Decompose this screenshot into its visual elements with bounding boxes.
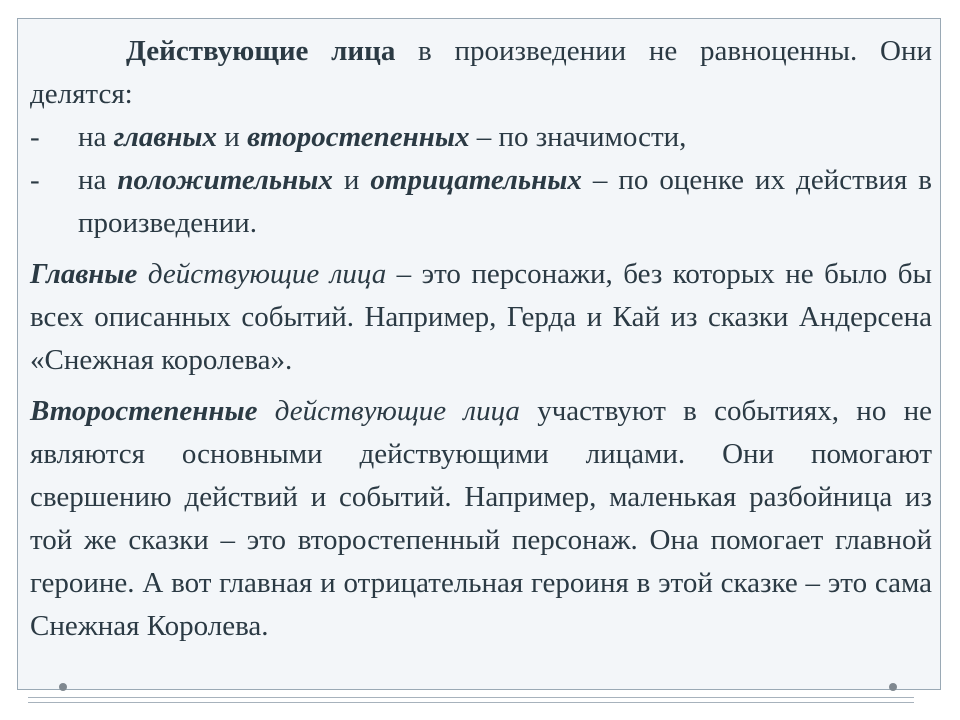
list-text-part: и xyxy=(217,121,248,153)
list-text-part: – по оценке их действия в произведении. xyxy=(78,164,932,239)
main-characters-paragraph xyxy=(30,253,932,382)
term-main: Главные xyxy=(30,258,138,290)
list-emphasis: главных xyxy=(113,121,218,153)
term-phrase: действующие лица xyxy=(137,258,387,290)
corner-dot-left xyxy=(59,683,67,691)
list-emphasis: положительных xyxy=(117,164,333,196)
list-item-text xyxy=(78,116,932,159)
paragraph-text: – это персонажи, без которых не было бы всех описанных событий. Например, Герда и Кай из сказки Андерсена «Снежная королева». xyxy=(30,258,932,376)
term-phrase: действующие лица xyxy=(257,395,520,427)
bullet-dash: - xyxy=(30,121,40,153)
list-text-part: и xyxy=(332,164,371,196)
corner-dot-right xyxy=(889,683,897,691)
term-secondary: Второстепенные xyxy=(30,395,258,427)
list-item-text xyxy=(78,159,932,245)
bullet-dash: - xyxy=(30,164,40,196)
intro-text: в произведении не равноценны. Они делятся: xyxy=(30,35,932,110)
bottom-rule-lower xyxy=(28,702,914,703)
intro-bold-lead: Действующие лица xyxy=(126,35,396,67)
list-item-evaluation xyxy=(30,159,932,245)
bottom-rule-upper xyxy=(28,697,914,698)
list-text-part: на xyxy=(78,164,118,196)
list-emphasis: второстепенных xyxy=(247,121,470,153)
intro-paragraph xyxy=(30,30,932,116)
list-text-part: – по значимости, xyxy=(469,121,687,153)
secondary-characters-paragraph xyxy=(30,390,932,648)
slide-content xyxy=(30,30,932,648)
paragraph-text: участвуют в событиях, но не являются основными действующими лицами. Они помогают свершению действий и событий. Например, маленькая разбойница из той же сказки – это второстепенный персонаж. Она помогает главной героине. А вот главная и отрицательная героиня в этой сказке – это сама Снежная Королева. xyxy=(30,395,932,642)
list-item-significance xyxy=(30,116,932,159)
list-text-part: на xyxy=(78,121,114,153)
list-emphasis: отрицательных xyxy=(370,164,582,196)
